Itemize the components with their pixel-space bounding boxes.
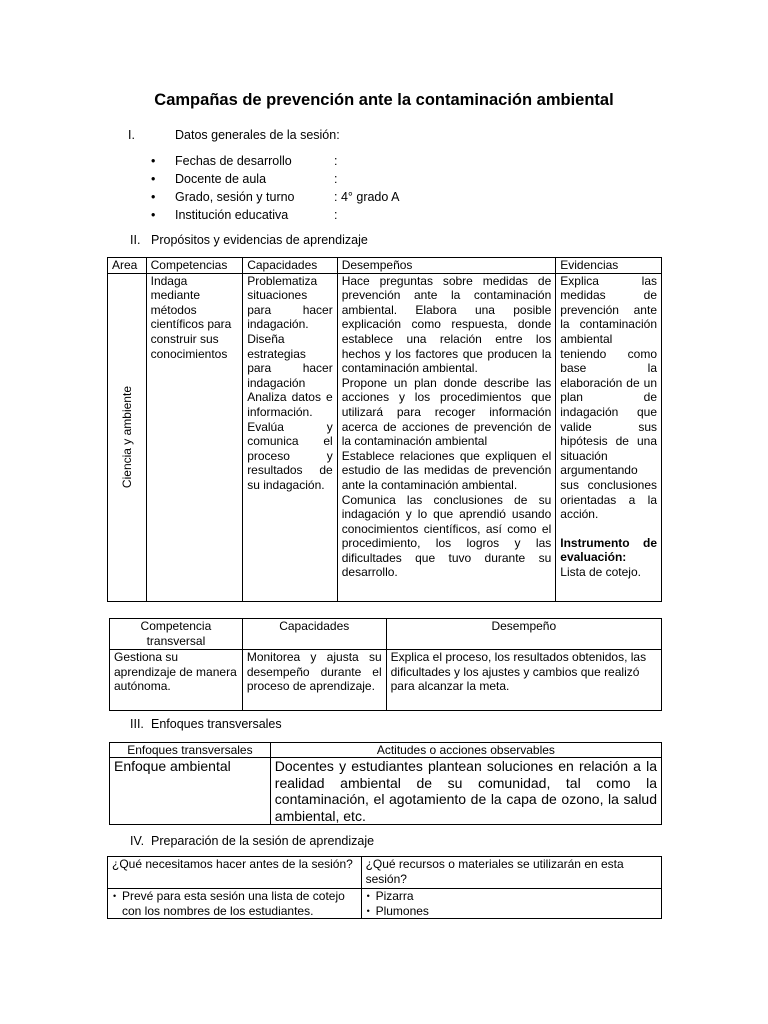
general-item-label: Docente de aula — [175, 172, 267, 186]
evidencias-cell — [556, 273, 662, 601]
area-cell — [108, 273, 147, 601]
list-item: • Plumones — [376, 904, 657, 919]
desempeno-item: Establece relaciones que expliquen el estudio de las medidas de prevención ante la contaminación ambiental. — [341, 448, 552, 492]
header-competencia-transversal: Competencia transversal — [110, 619, 243, 650]
general-item-value: : — [334, 172, 338, 186]
instrumento-label: Instrumento de evaluación: — [560, 535, 657, 565]
section-1-title: Datos generales de la sesión: — [175, 128, 340, 142]
competencia-cell: Gestiona su aprendizaje de manera autónoma. — [110, 650, 243, 711]
antes-cell — [108, 889, 362, 919]
general-item-label: Institución educativa — [175, 208, 289, 222]
header-enfoques: Enfoques transversales — [110, 743, 271, 758]
desempeno-item: Comunica las conclusiones de su indagación y lo que aprendió usando conocimientos científicos, así como el procedimiento, los logros y las dificultades que tuvo durante su desarrollo. — [341, 492, 552, 580]
recursos-cell — [361, 889, 661, 919]
header-antes: ¿Qué necesitamos hacer antes de la sesión? — [108, 857, 362, 889]
desempeno-cell: Explica el proceso, los resultados obtenidos, las dificultades y los ajustes y cambios que realizó para alcanzar la meta. — [386, 650, 661, 711]
preparation-table — [107, 856, 662, 919]
document-page: Campañas de prevención ante la contaminación ambiental I. Datos generales de la sesión: • Fechas de desarrollo : • Docente de aula : • Grado, sesión y turno : 4° grado A • Institución educativa : II. Propósitos y evidencias de aprendizaje Area Competencias Capacidades Desempeños Evidencias Ciencia y ambiente Indaga mediante métodos científicos para construir sus conocimientos Problematiza situaciones para hacer indagación. Diseña estrategias para hacer indagación Analiza datos e información. Evalúa y comunica el proceso y resultados de su indagación. Hace preguntas sobre medidas de prevención ante la contaminación ambiental. Elabora una posible explicación como respuesta, donde establece una relación entre los hechos y los factores que producen la contaminación ambiental. Propone un plan donde describe las acciones y los procedimientos que utilizará para recoger información acerca de acciones de prevención de la contaminación ambiental Establece relaciones que expliquen el estudio de las medidas de prevención ante la contaminación ambiental. Comunica las conclusiones de su indagación y lo que aprendió usando conocimientos científicos, así como el procedimiento, los logros y las dificultades que tuvo durante su desarrollo. Explica las medidas de prevención ante la contaminación ambiental teniendo como base la elaboración de un plan de indagación que valide sus hipótesis de una situación argumentando sus conclusiones orientadas a la acción. Instrumento de evaluación: Lista de cotejo. Competencia transversal Capacidades Desempeño Gestiona su aprendizaje de manera autónoma. Monitorea y ajusta su desempeño durante el proceso de aprendizaje. Explica el proceso, los resultados obtenidos, las dificultades y los ajustes y cambios que realizó para alcanzar la meta. III. Enfoques transversales Enfoques transversales Actitudes o acciones observables Enfoque ambiental Docentes y estudiantes plantean soluciones en relación a la realidad ambiental de su comunidad, tal como la contaminación, el agotamiento de la capa de ozono, la salud ambiental, etc. IV. Preparación de la sesión de aprendizaje ¿Qué necesitamos hacer antes de la sesión? ¿Qué recursos o materiales se utilizarán en esta sesión? • Prevé para esta sesión una lista de cotejo con los nombres de los estudiantes. • Pizarra • Plumones — [0, 0, 768, 1024]
evidencias-text: Explica las medidas de prevención ante la contaminación ambiental teniendo como base la elaboración de un plan de indagación que valide sus hipótesis de una situación argumentando sus conclusiones orientadas a la acción. — [560, 273, 657, 522]
list-item: • Prevé para esta sesión una lista de cotejo con los nombres de los estudiantes. — [122, 889, 357, 918]
header-recursos: ¿Qué recursos o materiales se utilizarán en esta sesión? — [361, 857, 661, 889]
section-1-number: I. — [128, 128, 135, 142]
header-desempeno: Desempeño — [386, 619, 661, 650]
competencias-cell: Indaga mediante métodos científicos para construir sus conocimientos — [146, 273, 243, 601]
section-2-title: Propósitos y evidencias de aprendizaje — [151, 233, 368, 247]
general-item-value: : — [334, 154, 338, 168]
section-4-number: IV. — [130, 834, 145, 848]
header-evidencias: Evidencias — [556, 258, 662, 274]
section-2-number: II. — [130, 233, 141, 247]
section-3-title: Enfoques transversales — [151, 717, 282, 731]
general-item-value: : — [334, 208, 338, 222]
capacidades-cell: Problematiza situaciones para hacer indagación. Diseña estrategias para hacer indagación Analiza datos e información. Evalúa y comunica el proceso y resultados de su indagación. — [243, 273, 338, 601]
purposes-table — [107, 257, 662, 602]
header-area: Area — [108, 258, 147, 274]
general-item-label: Grado, sesión y turno — [175, 190, 295, 204]
transversal-competence-table — [109, 618, 662, 711]
area-label: Ciencia y ambiente — [119, 386, 134, 489]
general-item-value: : 4° grado A — [334, 190, 400, 204]
header-actitudes: Actitudes o acciones observables — [270, 743, 661, 758]
desempeno-item: Hace preguntas sobre medidas de prevención ante la contaminación ambiental. Elabora una posible explicación como respuesta, donde establece una relación entre los hechos y los factores que producen la contaminación ambiental. — [341, 273, 552, 376]
approaches-table — [109, 742, 662, 825]
header-desempenos: Desempeños — [337, 258, 556, 274]
document-title: Campañas de prevención ante la contaminación ambiental — [154, 91, 614, 109]
capacidades-cell: Monitorea y ajusta su desempeño durante el proceso de aprendizaje. — [242, 650, 386, 711]
enfoque-cell: Enfoque ambiental — [110, 758, 271, 825]
desempeno-item: Propone un plan donde describe las acciones y los procedimientos que utilizará para recoger información acerca de acciones de prevención de la contaminación ambiental — [341, 375, 552, 449]
header-capacidades: Capacidades — [243, 258, 338, 274]
header-capacidades: Capacidades — [242, 619, 386, 650]
section-4-title: Preparación de la sesión de aprendizaje — [151, 834, 375, 848]
general-item-label: Fechas de desarrollo — [175, 154, 292, 168]
desempenos-cell — [337, 273, 556, 601]
instrumento-value: Lista de cotejo. — [560, 564, 641, 579]
header-competencias: Competencias — [146, 258, 243, 274]
actitudes-cell: Docentes y estudiantes plantean soluciones en relación a la realidad ambiental de su comunidad, tal como la contaminación, el agotamiento de la capa de ozono, la salud ambiental, etc. — [270, 758, 661, 825]
section-3-number: III. — [130, 717, 144, 731]
list-item: • Pizarra — [376, 889, 657, 904]
